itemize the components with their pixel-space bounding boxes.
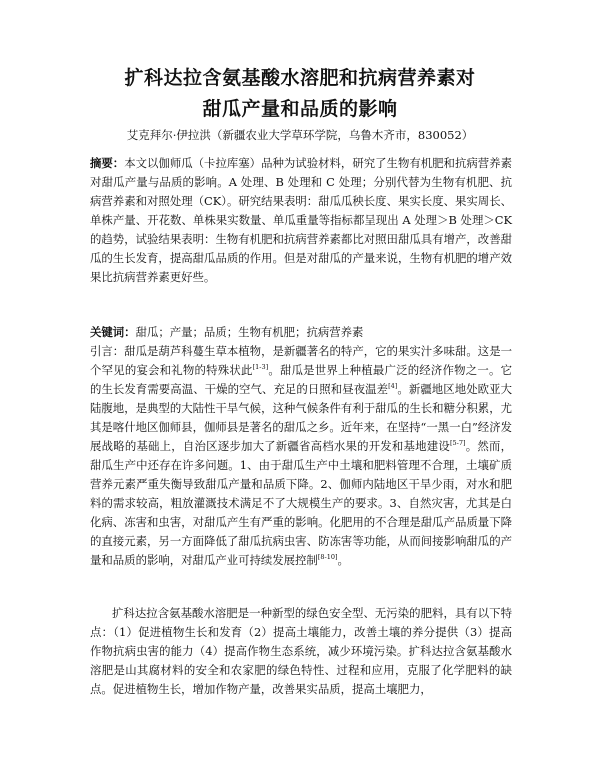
citation-4: [8-10] <box>317 553 338 562</box>
abstract-label: 摘要： <box>90 156 125 170</box>
abstract-text: 本文以伽师瓜（卡拉库塞）品种为试验材料，研究了生物有机肥和抗病营养素对甜瓜产量与品质的影响。A 处理、B 处理和 C 处理；分别代替为生物有机肥、抗病营养素和对照处理（CK）。研究结果表明：甜瓜瓜秧长度、果实长度、果实周长、单株产量、开花数、单株果实数量、单瓜重量等指标都呈现出 A 处理＞B 处理＞CK 的趋势，试验结果表明：生物有机肥和抗病营养素都比对照田甜瓜具有增产，改善甜瓜的生长发育，提高甜瓜品质的作用。但是对甜瓜的产量来说，生物有机肥的增产效果比抗病营养素更好些。 <box>90 156 512 284</box>
author-affiliation: 艾克拜尔·伊拉洪（新疆农业大学草环学院，乌鲁木齐市，830052） <box>126 128 474 142</box>
citation-2: [4] <box>388 382 398 391</box>
intro-text-part-4: 。然而，甜瓜生产中还存在许多问题。1、由于甜瓜生产中土壤和肥料管理不合理，土壤矿质营养元素严重失衡导致甜瓜产量和品质下降。2、伽师内陆地区干旱少雨，对水和肥料的需求较高，粗放灌溉技术满足不了大规模生产的要求。3、自然灾害，尤其是白化病、冻害和虫害，对甜瓜产生有严重的影响。化肥用的不合理是甜瓜产品质量下降的直接元素，另一方面降低了甜瓜抗病虫害、防冻害等功能，从而间接影响甜瓜的产量和品质的影响，对甜瓜产业可持续发展控制 <box>90 439 512 567</box>
body-paragraph-2: 扩科达拉含氨基酸水溶肥是一种新型的绿色安全型、无污染的肥料，具有以下特点：（1）促进植物生长和发育（2）提高土壤能力，改善土壤的养分提供（3）提高作物抗病虫害的能力（4）提高作物生态系统，减少环境污染。扩科达拉含氨基酸水溶肥是山其腐材料的安全和农家肥的绿色特性、过程和应用，克服了化学肥料的缺点。促进植物生长，增加作物产量，改善果实品质，提高土壤肥力， <box>90 606 512 696</box>
keywords-text: 甜瓜；产量；品质；生物有机肥；抗病营养素 <box>135 325 364 339</box>
citation-1: [1-3] <box>252 363 269 372</box>
paper-title-line-2: 甜瓜产量和品质的影响 <box>202 98 398 120</box>
introduction-paragraph <box>90 342 512 570</box>
intro-text-part-3: 。新疆地区地处欧亚大陆腹地，是典型的大陆性干旱气候，这种气候条件有利于甜瓜的生长和糖分积累，尤其是喀什地区伽师县，伽师县是著名的甜瓜之乡。近年来，在坚持“一黑一白”经济发展战略的基础上，自治区逐步加大了新疆省高档水果的开发和基地建设 <box>90 382 512 453</box>
citation-3: [5-7] <box>449 439 466 448</box>
intro-text-part-2: 。甜瓜是世界上种植最广泛的经济作物之一。它的生长发育需要高温、干燥的空气、充足的日照和昼夜温差 <box>90 363 512 396</box>
abstract <box>90 154 512 287</box>
intro-text-part-5: 。 <box>337 553 349 567</box>
intro-text-part-1: 引言：甜瓜是葫芦科蔓生草本植物，是新疆著名的特产，它的果实汁多味甜。这是一个罕见的宴会和礼物的特殊状此 <box>90 344 512 377</box>
keywords <box>90 323 512 342</box>
keywords-label: 关键词： <box>90 325 136 339</box>
paper-title-line-1: 扩科达拉含氨基酸水溶肥和抗病营养素对 <box>124 67 476 89</box>
